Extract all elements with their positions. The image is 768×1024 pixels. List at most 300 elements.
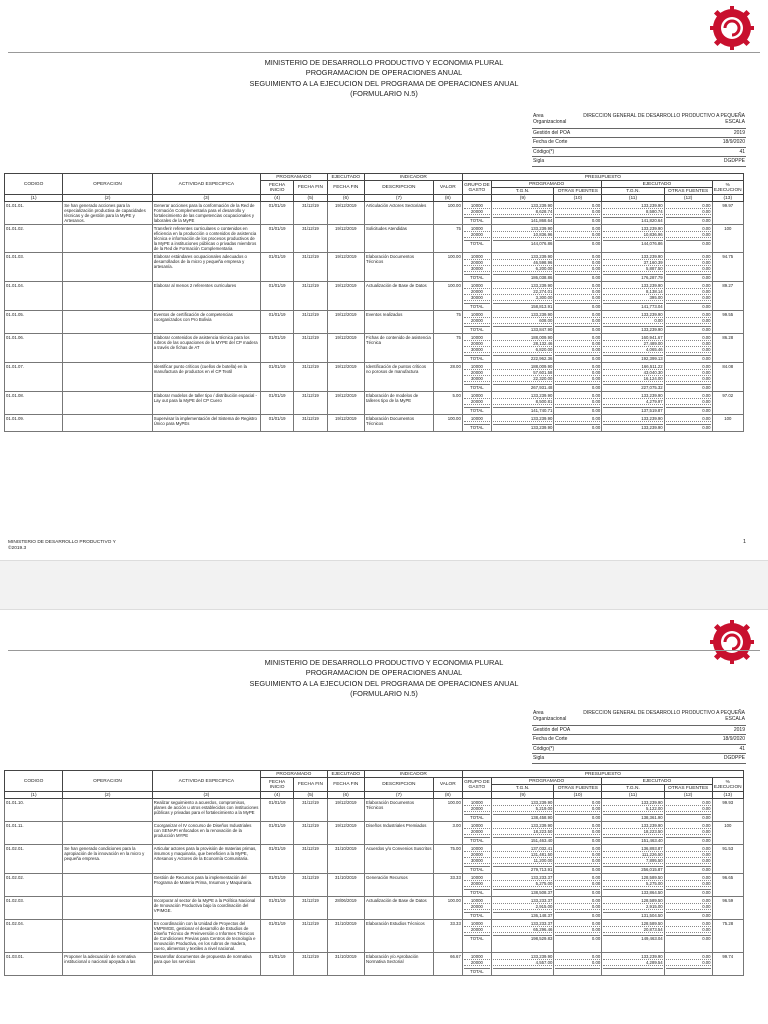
total-tgn xyxy=(493,968,552,973)
cell-fecha-fin: 31/12/19 xyxy=(294,225,327,253)
cell-otras_e xyxy=(664,845,712,874)
value-grupo: 20000 xyxy=(464,318,490,324)
cell-grupo xyxy=(462,334,491,363)
cell-valor: 100.00 xyxy=(433,282,462,311)
value-otras_e: 0.00 xyxy=(666,312,711,318)
cell-codigo: 01.02.01. xyxy=(5,845,63,874)
col-num: (13) xyxy=(712,792,743,799)
cell-descripcion: Identificación de puntos críticos no porosos de manufactura xyxy=(365,363,434,392)
meta-value: 18/9/2020 xyxy=(578,138,746,148)
value-otras_e: 0.00 xyxy=(666,266,711,272)
value-otras: 0.00 xyxy=(555,921,600,927)
value-tgn_e: 5,122.00 xyxy=(603,806,662,812)
total-tgn: 133,847.90 xyxy=(493,326,552,332)
total-otras: 0.00 xyxy=(555,384,600,390)
cell-operacion: Proponer la adecuación de normativa institucional o nacional apoyada a las xyxy=(63,953,153,976)
value-tgn: 133,233.37 xyxy=(493,875,552,881)
col-grupo-gasto: GRUPO DE GASTO xyxy=(464,182,490,193)
meta-row xyxy=(532,744,746,754)
value-tgn: 22,274.01 xyxy=(493,289,552,295)
value-otras: 0.00 xyxy=(555,846,600,852)
value-otras_e: 0.00 xyxy=(666,852,711,858)
cell-grupo xyxy=(462,225,491,253)
header-row xyxy=(5,771,744,778)
value-otras: 0.00 xyxy=(555,370,600,376)
col-num xyxy=(462,195,491,202)
table-row xyxy=(5,845,744,874)
col-num: (1) xyxy=(5,792,63,799)
value-tgn: 18,223.50 xyxy=(493,829,552,835)
total-tgn_e: 176,287.79 xyxy=(603,274,662,280)
value-otras: 0.00 xyxy=(555,823,600,829)
col-num: (2) xyxy=(63,792,153,799)
col-num: (8) xyxy=(433,195,462,202)
total-tgn: 186,038.86 xyxy=(493,274,552,280)
meta-row xyxy=(532,725,746,735)
cell-operacion xyxy=(63,920,153,953)
total-tgn_e: 131,504.50 xyxy=(603,912,662,918)
value-tgn: 8,500.81 xyxy=(493,399,552,405)
meta-value: 2019 xyxy=(578,725,746,735)
meta-label: Sigla xyxy=(532,157,578,167)
value-otras_e: 0.00 xyxy=(666,875,711,881)
total-label: TOTAL xyxy=(464,384,490,390)
cell-actividad: Gestión de Recursos para la implementación del Programa de Materia Prima, Insumos y Maquinaria. xyxy=(152,874,260,897)
cell-tgn xyxy=(491,845,553,874)
footer-ministry: MINISTERIO DE DESARROLLO PRODUCTIVO Y xyxy=(8,540,116,545)
col-num: (5) xyxy=(294,195,327,202)
cell-porcentaje: 96.65 xyxy=(712,874,743,897)
total-label: TOTAL xyxy=(464,935,490,941)
value-otras_e: 0.00 xyxy=(666,829,711,835)
meta-value: 41 xyxy=(578,744,746,754)
value-tgn: 57,601.58 xyxy=(493,370,552,376)
cell-fecha-inicio: 01/01/19 xyxy=(260,202,293,225)
cell-otras_e xyxy=(664,202,712,225)
total-otras_e: 0.00 xyxy=(666,274,711,280)
cell-fecha-fin-ejecutado: 19/12/2019 xyxy=(327,334,364,363)
col-num: (8) xyxy=(433,792,462,799)
value-grupo: 10000 xyxy=(464,898,490,904)
cell-fecha-fin-ejecutado: 19/12/2019 xyxy=(327,311,364,334)
cell-operacion xyxy=(63,334,153,363)
value-grupo: 10000 xyxy=(464,875,490,881)
value-grupo: 20000 xyxy=(464,341,490,347)
value-tgn: 2,915.00 xyxy=(493,904,552,910)
meta-value: 41 xyxy=(578,147,746,157)
cell-fecha-inicio: 01/01/19 xyxy=(260,897,293,920)
col-fecha-fin-ejecutado: FECHA FIN xyxy=(327,181,364,195)
cell-grupo xyxy=(462,253,491,282)
total-tgn: 158,813.91 xyxy=(493,303,552,309)
cell-fecha-fin: 31/12/19 xyxy=(294,822,327,845)
cell-otras_e xyxy=(664,225,712,253)
value-grupo: 20000 xyxy=(464,829,490,835)
value-otras: 0.00 xyxy=(555,260,600,266)
value-grupo: 20000 xyxy=(464,399,490,405)
col-otras-fuentes-ejecutado: OTRAS FUENTES xyxy=(664,785,712,792)
value-otras_e: 0.00 xyxy=(666,927,711,933)
operations-table xyxy=(4,173,744,432)
meta-row xyxy=(532,709,746,725)
total-tgn_e: 138,361.90 xyxy=(603,814,662,820)
cell-codigo: 01.01.01. xyxy=(5,202,63,225)
value-otras_e: 0.00 xyxy=(666,226,711,232)
value-tgn_e: 43,040.30 xyxy=(603,370,662,376)
total-otras_e: 0.00 xyxy=(666,326,711,332)
value-otras: 0.00 xyxy=(555,312,600,318)
value-grupo: 10000 xyxy=(464,846,490,852)
cell-fecha-fin-ejecutado: 31/10/2019 xyxy=(327,874,364,897)
cell-fecha-inicio: 01/01/19 xyxy=(260,334,293,363)
cell-tgn_e xyxy=(602,225,664,253)
cell-porcentaje: 100 xyxy=(712,822,743,845)
cell-fecha-fin: 31/12/19 xyxy=(294,202,327,225)
cell-valor: 100.00 xyxy=(433,897,462,920)
cell-tgn_e xyxy=(602,920,664,953)
col-presupuesto: PRESUPUESTO xyxy=(462,771,743,778)
cell-tgn_e xyxy=(602,415,664,432)
cell-valor: 75 xyxy=(433,334,462,363)
col-ejecutado: EJECUTADO xyxy=(327,174,364,181)
cell-tgn_e xyxy=(602,334,664,363)
value-tgn: 5,219.00 xyxy=(493,806,552,812)
cell-fecha-fin: 31/12/19 xyxy=(294,392,327,415)
total-otras: 0.00 xyxy=(555,866,600,872)
col-otras-fuentes-ejecutado: OTRAS FUENTES xyxy=(664,188,712,195)
total-otras_e: 0.00 xyxy=(666,935,711,941)
col-operacion: OPERACION xyxy=(63,771,153,792)
cell-fecha-inicio: 01/01/19 xyxy=(260,953,293,976)
cell-otras_e xyxy=(664,920,712,953)
cell-otras xyxy=(554,897,602,920)
value-otras: 0.00 xyxy=(555,318,600,324)
meta-label: Sigla xyxy=(532,754,578,764)
cell-tgn_e xyxy=(602,253,664,282)
total-otras: 0.00 xyxy=(555,814,600,820)
col-indicador: INDICADOR xyxy=(365,771,463,778)
cell-otras xyxy=(554,953,602,976)
cell-otras xyxy=(554,363,602,392)
col-valor: VALOR xyxy=(433,778,462,792)
meta-value: DGDPPE xyxy=(578,754,746,764)
cell-fecha-fin: 31/12/19 xyxy=(294,953,327,976)
cell-operacion xyxy=(63,282,153,311)
value-grupo: 20000 xyxy=(464,260,490,266)
cell-actividad: Elaborar al menos 2 referentes curriculares xyxy=(152,282,260,311)
cell-grupo xyxy=(462,799,491,822)
value-otras_e: 0.00 xyxy=(666,283,711,289)
value-tgn_e: 136,893.87 xyxy=(603,846,662,852)
value-grupo: 10000 xyxy=(464,954,490,960)
cell-fecha-fin-ejecutado: 31/10/2019 xyxy=(327,920,364,953)
value-otras_e: 0.00 xyxy=(666,881,711,887)
total-label: TOTAL xyxy=(464,912,490,918)
value-otras: 0.00 xyxy=(555,254,600,260)
value-otras: 0.00 xyxy=(555,232,600,238)
cell-codigo: 01.01.06. xyxy=(5,334,63,363)
cell-descripcion: Elaboración y/o Aprobación Normativa Sectorial xyxy=(365,953,434,976)
total-tgn_e: 256,015.87 xyxy=(603,866,662,872)
cell-operacion xyxy=(63,799,153,822)
cell-otras_e xyxy=(664,282,712,311)
total-otras: 0.00 xyxy=(555,889,600,895)
cell-valor: 5.00 xyxy=(433,392,462,415)
value-tgn: 133,239.90 xyxy=(493,254,552,260)
cell-grupo xyxy=(462,202,491,225)
cell-operacion xyxy=(63,822,153,845)
value-tgn_e: 4,279.97 xyxy=(603,399,662,405)
col-codigo: CODIGO xyxy=(5,771,63,792)
col-codigo: CODIGO xyxy=(5,174,63,195)
meta-label: Area Organizacional xyxy=(532,709,578,725)
cell-fecha-inicio: 01/01/19 xyxy=(260,392,293,415)
footer-code: ©2019.3 xyxy=(8,545,27,551)
total-label: TOTAL xyxy=(464,889,490,895)
value-tgn_e: 18,223.50 xyxy=(603,829,662,835)
col-tgn-ejecutado: T.G.N. xyxy=(602,785,664,792)
cell-actividad: Coorganizar el IV concurso de Diseños Industriales con SENAPI enfocados en la renovación de la producción MYPE xyxy=(152,822,260,845)
cell-actividad: Transferir referentes curriculares o contenidos en eficiencia en la producción o contenidos de asistencia técnica e información de los procesos productivos de la MyPE a instituciones públicas o privadas miembros de la Red de Formación Complementaria xyxy=(152,225,260,253)
title-ministry: MINISTERIO DE DESARROLLO PRODUCTIVO Y ECONOMIA PLURAL xyxy=(264,658,504,667)
total-otras_e: 0.00 xyxy=(666,407,711,413)
col-num: (6) xyxy=(327,195,364,202)
cell-otras_e xyxy=(664,392,712,415)
cell-porcentaje: 99.55 xyxy=(712,311,743,334)
total-label: TOTAL xyxy=(464,326,490,332)
table-row xyxy=(5,897,744,920)
cell-fecha-inicio: 01/01/19 xyxy=(260,225,293,253)
value-tgn_e: 128,589.50 xyxy=(603,898,662,904)
col-indicador: INDICADOR xyxy=(365,174,463,181)
cell-fecha-inicio: 01/01/19 xyxy=(260,920,293,953)
total-otras: 0.00 xyxy=(555,837,600,843)
cell-fecha-fin: 31/12/19 xyxy=(294,363,327,392)
total-otras: 0.00 xyxy=(555,303,600,309)
value-tgn_e: 133,239.90 xyxy=(603,416,662,422)
col-descripcion: DESCRIPCION xyxy=(365,181,434,195)
title-follow-up: SEGUIMIENTO A LA EJECUCION DEL PROGRAMA DE OPERACIONES ANUAL xyxy=(249,78,519,88)
value-grupo: 10000 xyxy=(464,416,490,422)
col-otras-fuentes: OTRAS FUENTES xyxy=(554,188,602,195)
value-otras: 0.00 xyxy=(555,209,600,215)
value-tgn: 8,628.74 xyxy=(493,209,552,215)
cell-fecha-fin: 31/12/19 xyxy=(294,920,327,953)
column-number-row xyxy=(5,195,744,202)
value-grupo: 10000 xyxy=(464,921,490,927)
col-num: (3) xyxy=(152,792,260,799)
value-otras_e: 0.00 xyxy=(666,364,711,370)
value-grupo: 10000 xyxy=(464,312,490,318)
value-grupo: 20000 xyxy=(464,904,490,910)
value-otras_e: 0.00 xyxy=(666,289,711,295)
value-otras: 0.00 xyxy=(555,858,600,864)
value-otras: 0.00 xyxy=(555,875,600,881)
total-tgn: 141,868.64 xyxy=(493,217,552,223)
value-grupo: 20000 xyxy=(464,927,490,933)
cell-fecha-fin-ejecutado: 19/12/2019 xyxy=(327,392,364,415)
col-actividad: ACTIVIDAD ESPECIFICA xyxy=(152,771,260,792)
value-tgn: 133,239.90 xyxy=(493,416,552,422)
cell-operacion xyxy=(63,897,153,920)
cell-grupo xyxy=(462,953,491,976)
value-tgn_e: 133,239.90 xyxy=(603,226,662,232)
cell-descripcion: Acuerdos y/o Convenios Suscritos xyxy=(365,845,434,874)
cell-fecha-fin-ejecutado: 31/10/2019 xyxy=(327,953,364,976)
operations-table xyxy=(4,770,744,976)
value-otras_e: 0.00 xyxy=(666,341,711,347)
cell-grupo xyxy=(462,874,491,897)
cell-operacion xyxy=(63,874,153,897)
cell-actividad: Eventos de certificación de competencias coorganizados con Pro Bolivia xyxy=(152,311,260,334)
col-porcentaje: % EJECUCION xyxy=(713,779,742,790)
table-row xyxy=(5,415,744,432)
total-otras_e: 0.00 xyxy=(666,355,711,361)
cell-valor: 100.00 xyxy=(433,799,462,822)
cell-operacion: Se han generado condiciones para la apropiación de la innovación en la micro y pequeña empresa. xyxy=(63,845,153,874)
cell-valor: 100.00 xyxy=(433,202,462,225)
value-tgn: 133,239.90 xyxy=(493,954,552,960)
value-tgn_e: 5,275.00 xyxy=(603,881,662,887)
cell-codigo: 01.01.07. xyxy=(5,363,63,392)
cell-valor: 28.00 xyxy=(433,363,462,392)
cell-actividad: Desarrollar documentos de propuesta de normativa para que los servicios xyxy=(152,953,260,976)
value-otras_e: 0.00 xyxy=(666,846,711,852)
table-row xyxy=(5,225,744,253)
cell-fecha-fin-ejecutado: 19/12/2019 xyxy=(327,282,364,311)
value-tgn: 3,300.00 xyxy=(493,295,552,301)
cell-codigo: 01.02.03. xyxy=(5,897,63,920)
cell-tgn xyxy=(491,874,553,897)
ministry-logo-icon xyxy=(710,6,754,50)
meta-label: Fecha de Corte xyxy=(532,138,578,148)
cell-porcentaje: 91.53 xyxy=(712,845,743,874)
cell-descripcion: Elaboración Documentos Técnicos xyxy=(365,415,434,432)
value-tgn_e: 133,239.90 xyxy=(603,800,662,806)
value-otras_e: 0.00 xyxy=(666,858,711,864)
col-num: (2) xyxy=(63,195,153,202)
total-tgn: 136,148.37 xyxy=(493,912,552,918)
meta-table xyxy=(532,112,746,167)
total-otras_e: 0.00 xyxy=(666,303,711,309)
value-tgn: 6,820.00 xyxy=(493,347,552,353)
cell-actividad: Elaborar estándares ocupacionales adecuados o desarrollados de la micro y pequeña empresa y artesanía. xyxy=(152,253,260,282)
cell-porcentaje: 97.02 xyxy=(712,392,743,415)
value-otras_e: 0.00 xyxy=(666,232,711,238)
value-grupo: 30000 xyxy=(464,266,490,272)
cell-tgn xyxy=(491,282,553,311)
total-label: TOTAL xyxy=(464,355,490,361)
meta-label: Código(*) xyxy=(532,744,578,754)
cell-operacion xyxy=(63,415,153,432)
value-otras: 0.00 xyxy=(555,954,600,960)
col-fecha-inicio: FECHA INICIO xyxy=(260,778,293,792)
cell-otras_e xyxy=(664,253,712,282)
cell-tgn_e xyxy=(602,363,664,392)
cell-actividad: En coordinación con la Unidad de Proyectos del VMPIMGE, gestionar el desarrollo de Estudios de Diseño Técnico de Preinversión o Informes Técnicos de Condiciones Previas para Centros de tecnología e Innovación Productiva, en los rubros de madera, cuero, alimentos y textiles a nivel nacional. xyxy=(152,920,260,953)
header-row xyxy=(5,174,744,181)
value-tgn: 4,557.00 xyxy=(493,960,552,966)
table-row xyxy=(5,920,744,953)
value-tgn_e: 133,239.90 xyxy=(603,393,662,399)
cell-otras xyxy=(554,334,602,363)
table-row xyxy=(5,253,744,282)
value-otras_e: 0.00 xyxy=(666,399,711,405)
cell-codigo: 01.01.04. xyxy=(5,282,63,311)
value-tgn: 133,239.90 xyxy=(493,226,552,232)
value-otras: 0.00 xyxy=(555,881,600,887)
cell-valor: 100.00 xyxy=(433,253,462,282)
cell-fecha-fin-ejecutado: 19/12/2019 xyxy=(327,799,364,822)
cell-tgn xyxy=(491,225,553,253)
col-presupuesto-ejecutado: EJECUTADO xyxy=(602,181,712,188)
cell-porcentaje: 96.59 xyxy=(712,897,743,920)
value-tgn_e: 133,239.90 xyxy=(603,283,662,289)
cell-descripcion: Elaboración de modelos de talleres tipo de la MyPE xyxy=(365,392,434,415)
value-grupo: 30000 xyxy=(464,376,490,382)
total-otras xyxy=(555,968,600,973)
col-porcentaje: % EJECUCION xyxy=(713,182,742,193)
value-grupo: 30000 xyxy=(464,858,490,864)
total-otras: 0.00 xyxy=(555,217,600,223)
meta-row xyxy=(532,157,746,167)
value-tgn: 608.00 xyxy=(493,318,552,324)
cell-descripcion: Generación Recursos xyxy=(365,874,434,897)
value-otras_e: 0.00 xyxy=(666,370,711,376)
cell-tgn_e xyxy=(602,202,664,225)
title-follow-up: SEGUIMIENTO A LA EJECUCION DEL PROGRAMA DE OPERACIONES ANUAL xyxy=(249,678,519,688)
cell-fecha-fin: 31/12/19 xyxy=(294,845,327,874)
cell-descripcion: Fichas de contenido de asistencia Técnica xyxy=(365,334,434,363)
cell-porcentaje: 100 xyxy=(712,225,743,253)
value-grupo: 30000 xyxy=(464,295,490,301)
value-tgn: 11,200.00 xyxy=(493,858,552,864)
value-tgn: 133,239.90 xyxy=(493,393,552,399)
cell-tgn xyxy=(491,311,553,334)
value-grupo: 20000 xyxy=(464,289,490,295)
value-grupo: 10000 xyxy=(464,283,490,289)
cell-operacion xyxy=(63,392,153,415)
value-tgn: 137,032.41 xyxy=(493,846,552,852)
value-otras_e: 0.00 xyxy=(666,376,711,382)
cell-tgn xyxy=(491,334,553,363)
cell-otras xyxy=(554,225,602,253)
cell-tgn xyxy=(491,415,553,432)
meta-row xyxy=(532,754,746,764)
cell-operacion xyxy=(63,363,153,392)
value-tgn_e: 8,138.14 xyxy=(603,289,662,295)
cell-otras_e xyxy=(664,897,712,920)
total-label: TOTAL xyxy=(464,407,490,413)
value-tgn_e: 10,836.96 xyxy=(603,232,662,238)
value-tgn: 133,239.90 xyxy=(493,823,552,829)
cell-porcentaje: 100 xyxy=(712,415,743,432)
cell-descripcion: Elaboración Documentos Técnicos xyxy=(365,799,434,822)
value-tgn: 133,239.90 xyxy=(493,800,552,806)
value-otras_e: 0.00 xyxy=(666,921,711,927)
meta-value: DIRECCION GENERAL DE DESARROLLO PRODUCTIVO A PEQUEÑA ESCALA xyxy=(578,709,746,725)
table-row xyxy=(5,363,744,392)
cell-fecha-fin: 31/12/19 xyxy=(294,897,327,920)
col-num: (11) xyxy=(602,792,664,799)
cell-fecha-inicio: 01/01/19 xyxy=(260,282,293,311)
total-otras_e: 0.00 xyxy=(666,889,711,895)
cell-fecha-inicio: 01/01/19 xyxy=(260,822,293,845)
value-tgn_e: 20,873.54 xyxy=(603,927,662,933)
cell-tgn xyxy=(491,953,553,976)
total-otras: 0.00 xyxy=(555,424,600,430)
cell-tgn_e xyxy=(602,799,664,822)
